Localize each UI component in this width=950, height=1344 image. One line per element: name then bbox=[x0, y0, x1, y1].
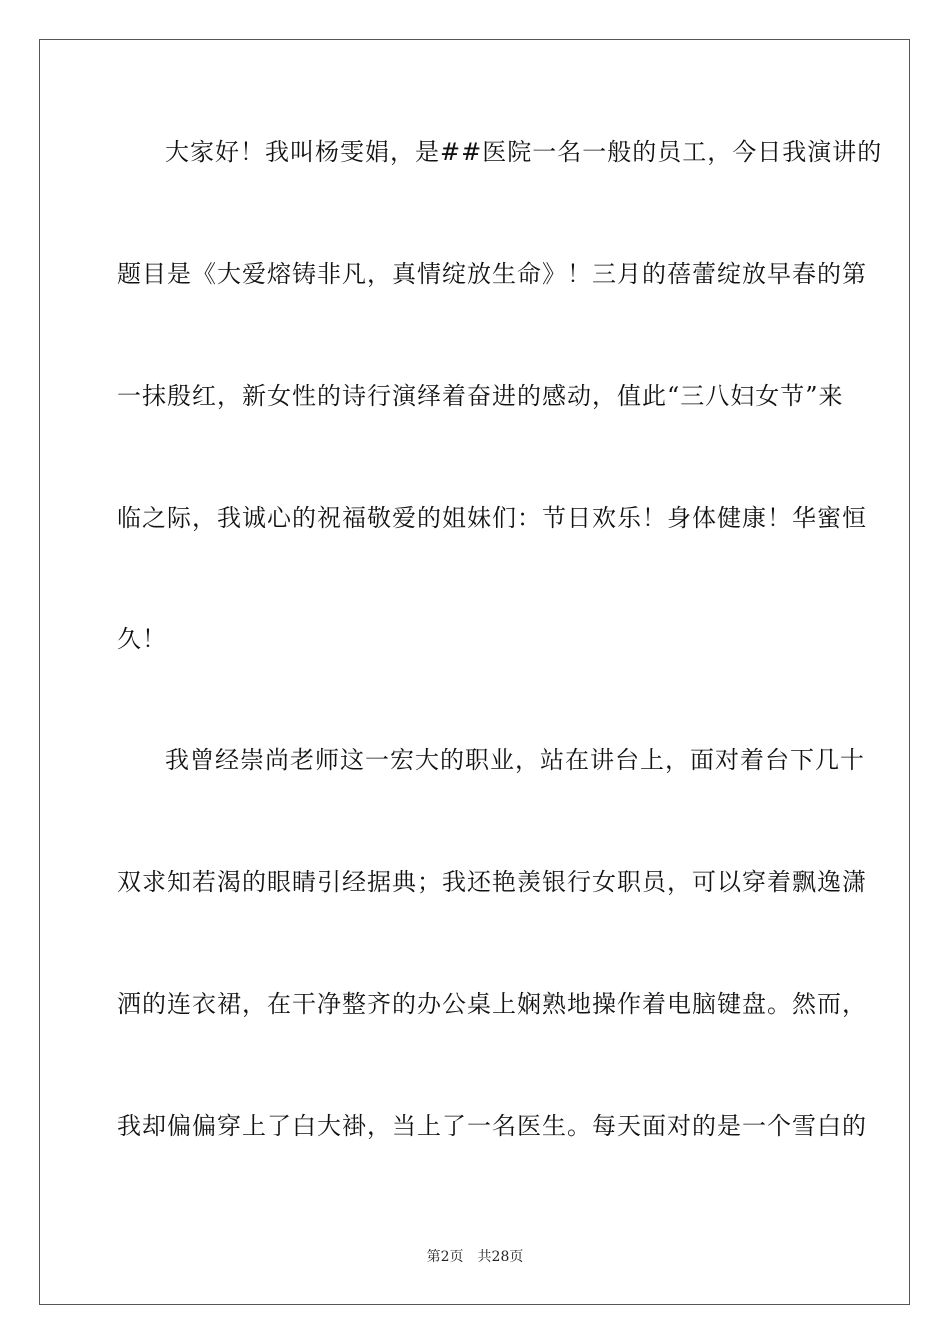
page-number: 第2页 bbox=[426, 1249, 464, 1265]
paragraph-1-line-5: 久！ bbox=[117, 625, 167, 653]
total-pages: 共28页 bbox=[477, 1249, 524, 1265]
paragraph-1-line-3: 一抹殷红，新女性的诗行演绎着奋进的感动，值此“三八妇女节”来 bbox=[117, 382, 844, 410]
paragraph-1-line-1: 大家好！我叫杨雯娟，是##医院一名一般的员工，今日我演讲的 bbox=[165, 138, 883, 166]
paragraph-2-line-3: 洒的连衣裙，在干净整齐的办公桌上娴熟地操作着电脑键盘。然而， bbox=[117, 990, 867, 1018]
paragraph-2-line-1: 我曾经崇尚老师这一宏大的职业，站在讲台上，面对着台下几十 bbox=[165, 746, 865, 774]
paragraph-2-line-4: 我却偏偏穿上了白大褂，当上了一名医生。每天面对的是一个雪白的 bbox=[117, 1112, 867, 1140]
paragraph-2-line-2: 双求知若渴的眼睛引经据典；我还艳羡银行女职员，可以穿着飘逸潇 bbox=[117, 868, 867, 896]
page-footer bbox=[0, 1246, 950, 1266]
paragraph-1-line-2: 题目是《大爱熔铸非凡，真情绽放生命》！三月的蓓蕾绽放早春的第 bbox=[117, 260, 867, 288]
paragraph-1-line-4: 临之际，我诚心的祝福敬爱的姐妹们：节日欢乐！身体健康！华蜜恒 bbox=[117, 504, 867, 532]
